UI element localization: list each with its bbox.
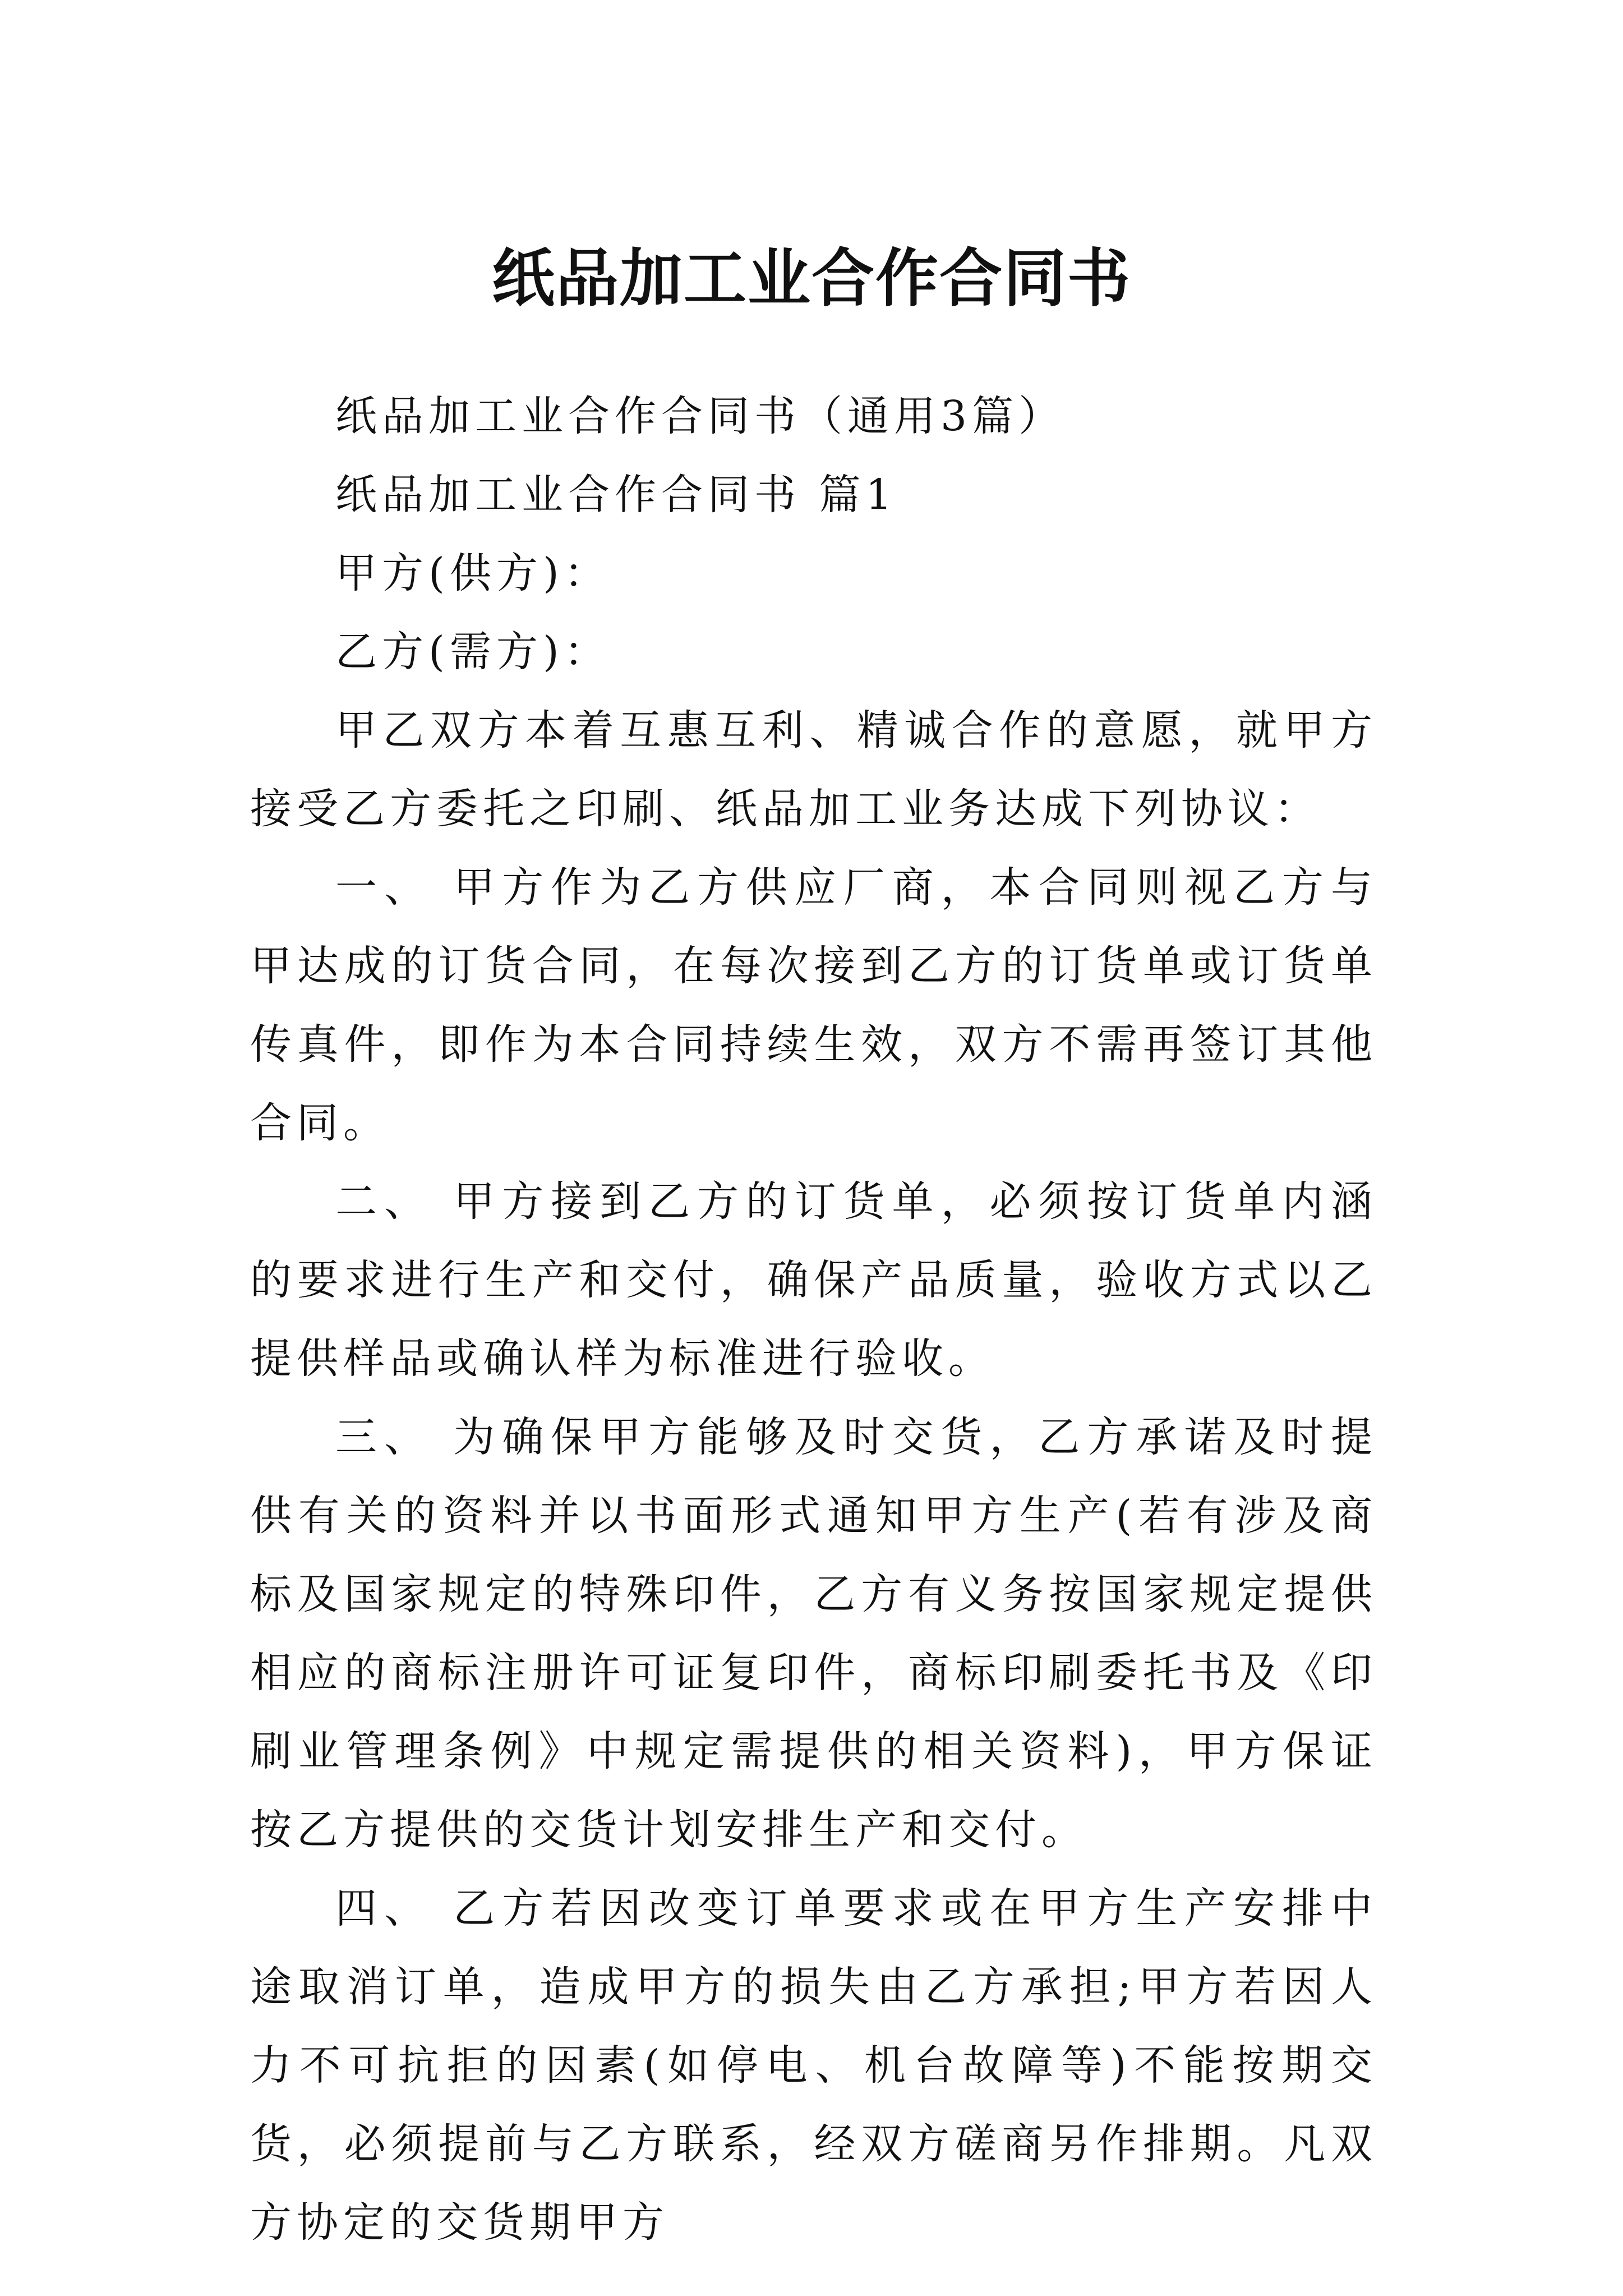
paragraph-clause-3: 三、 为确保甲方能够及时交货，乙方承诺及时提供有关的资料并以书面形式通知甲方生产(若有涉及商标及国家规定的特殊印件，乙方有义务按国家规定提供相应的商标注册许可证复印件，商标印刷委托书及《印刷业管理条例》中规定需提供的相关资料)，甲方保证按乙方提供的交货计划安排生产和交付。 xyxy=(250,1413,1377,1854)
paragraph-clause-2: 二、 甲方接到乙方的订货单，必须按订货单内涵的要求进行生产和交付，确保产品质量，验收方式以乙提供样品或确认样为标准进行验收。 xyxy=(250,1177,1377,1383)
paragraph-intro: 甲乙双方本着互惠互利、精诚合作的意愿，就甲方接受乙方委托之印刷、纸品加工业务达成下列协议： xyxy=(250,706,1377,833)
paragraph-clause-1: 一、 甲方作为乙方供应厂商，本合同则视乙方与甲达成的订货合同，在每次接到乙方的订货单或订货单传真件，即作为本合同持续生效，双方不需再签订其他合同。 xyxy=(250,863,1377,1147)
document-title: 纸品加工业合作合同书 xyxy=(492,242,1131,316)
document-body xyxy=(250,377,1377,2262)
paragraph-section-heading: 纸品加工业合作合同书 篇1 xyxy=(335,471,897,519)
paragraph-party-a: 甲方(供方)： xyxy=(335,549,611,597)
paragraph-clause-4: 四、 乙方若因改变订单要求或在甲方生产安排中途取消订单，造成甲方的损失由乙方承担;甲方若因人力不可抗拒的因素(如停电、机台故障等)不能按期交货，必须提前与乙方联系，经双方磋商另作排期。凡双方协定的交货期甲方 xyxy=(250,1884,1377,2247)
paragraph-subtitle: 纸品加工业合作合同书（通用3篇） xyxy=(335,392,1066,440)
paragraph-party-b: 乙方(需方)： xyxy=(335,628,611,676)
